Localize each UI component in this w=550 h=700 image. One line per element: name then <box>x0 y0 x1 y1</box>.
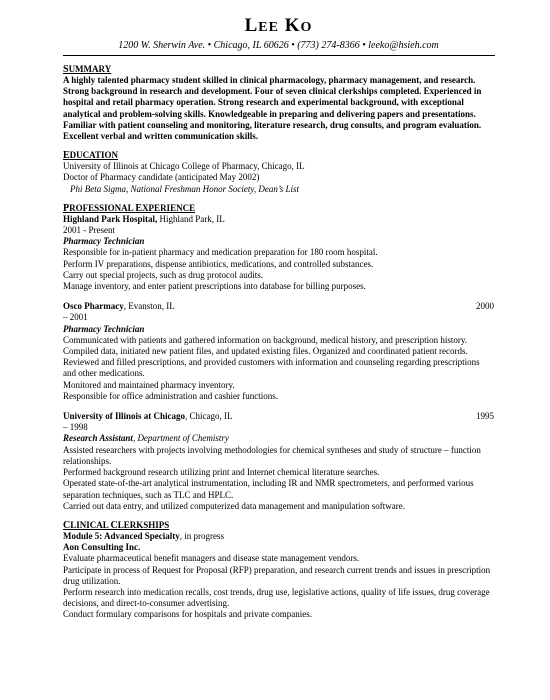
education-honors: Phi Beta Sigma, National Freshman Honor Society, Dean’s List <box>70 183 299 194</box>
job-header <box>63 301 494 312</box>
clerkship-status: , in progress <box>179 530 225 541</box>
clerkship-organization: Aon Consulting Inc. <box>63 542 141 553</box>
clerkships-heading: CLINICAL CLERKSHIPS <box>63 519 170 531</box>
job-duty: Assisted researchers with projects involving methodologies for chemical syntheses and study of structure – function relationships. <box>63 444 481 466</box>
job-duty: Carry out special projects, such as drug protocol audits. <box>63 269 263 280</box>
job-duty: Reviewed and filled prescriptions, and provided customers with information and counseling regarding prescriptions and other medications. <box>63 357 480 379</box>
job-organization: Highland Park Hospital, <box>63 213 158 224</box>
job-duty: Operated state-of-the-art analytical instrumentation, including IR and NMR spectrometers, and performed various separation techniques, such as TLC and HPLC. <box>63 478 474 500</box>
clerkship-duty: Evaluate pharmaceutical benefit managers and disease state management vendors. <box>63 553 360 564</box>
job-role-line <box>63 433 494 444</box>
job-role: Research Assistant <box>63 433 133 444</box>
job-start-year: 2000 <box>476 301 494 312</box>
clerkship-duty: Participate in process of Request for Proposal (RFP) preparation, and research current trends and issues in prescription drug utilization. <box>63 564 491 586</box>
job-duty: Responsible for in-patient pharmacy and medication preparation for 180 room hospital. <box>63 247 378 258</box>
education-degree: Doctor of Pharmacy candidate (anticipated May 2002) <box>63 172 260 183</box>
job-start-year: 1995 <box>476 411 494 422</box>
contact-line: 1200 W. Sherwin Ave. • Chicago, IL 60626 • (773) 274-8366 • leeko@hsieh.com <box>118 40 439 51</box>
job-location: Highland Park, IL <box>157 213 225 224</box>
job-department: , Department of Chemistry <box>132 433 229 444</box>
clerkship-module-name: Module 5: Advanced Specialty <box>63 530 180 541</box>
job-duty: Monitored and maintained pharmacy inventory. <box>63 379 235 390</box>
clerkship-duty: Conduct formulary comparisons for hospitals and private companies. <box>63 609 312 620</box>
job-duty: Responsible for office administration and cashier functions. <box>63 390 279 401</box>
job-duty: Performed background research utilizing print and Internet chemical literature searches. <box>63 467 380 478</box>
job-organization: Osco Pharmacy <box>63 301 124 312</box>
experience-heading: PROFESSIONAL EXPERIENCE <box>63 202 196 214</box>
summary-heading: SUMMARY <box>63 64 112 75</box>
clerkship-duty: Perform research into medication recalls, cost trends, drug use, legislative actions, quality of life issues, drug coverage decisions, and direct-to-consumer advertising. <box>63 586 490 609</box>
education-heading: EDUCATION <box>63 150 119 162</box>
job-duty: Manage inventory, and enter patient prescriptions into database for billing purposes. <box>63 281 366 292</box>
job-role: Pharmacy Technician <box>63 236 145 247</box>
job-entry <box>63 301 494 402</box>
job-duty: Communicated with patients and gathered information on background, medical history, and prescription history. <box>63 334 467 345</box>
job-dates: – 1998 <box>63 422 88 433</box>
job-duty: Compiled data, initiated new patient files, and updated existing files. Organized and coordinated patient records. <box>63 346 468 357</box>
job-duty: Carried out data entry, and utilized computerized data management and manipulation software. <box>63 500 406 511</box>
job-header <box>63 214 494 225</box>
job-entry <box>63 411 494 512</box>
education-school: University of Illinois at Chicago College of Pharmacy, Chicago, IL <box>63 161 305 172</box>
job-role: Pharmacy Technician <box>63 323 145 334</box>
clerkship-module <box>63 531 494 542</box>
header-divider <box>63 55 495 56</box>
job-duty: Perform IV preparations, dispense antibiotics, medications, and controlled substances. <box>63 258 374 269</box>
summary-text: A highly talented pharmacy student skilled in clinical pharmacology, pharmacy management, and research. Strong background in research and development. Four of seven clinical clerkships completed. Experienced in hospital and retail pharmacy operation. Strong research and experimental background, with exceptional analytical and problem-solving skills. Knowledgeable in preparing and delivering papers and presentations. Familiar with patient counseling and monitoring, literature research, drug consults, and program evaluation. Excellent verbal and written communication skills. <box>63 75 482 142</box>
job-location: , Chicago, IL <box>185 411 233 422</box>
job-organization: University of Illinois at Chicago <box>63 411 186 422</box>
candidate-name: LEE KO <box>244 15 313 36</box>
job-header <box>63 411 494 422</box>
job-entry <box>63 214 494 292</box>
job-dates: 2001 - Present <box>63 225 115 236</box>
job-location: , Evanston, IL <box>123 301 175 312</box>
job-dates: – 2001 <box>63 312 88 323</box>
